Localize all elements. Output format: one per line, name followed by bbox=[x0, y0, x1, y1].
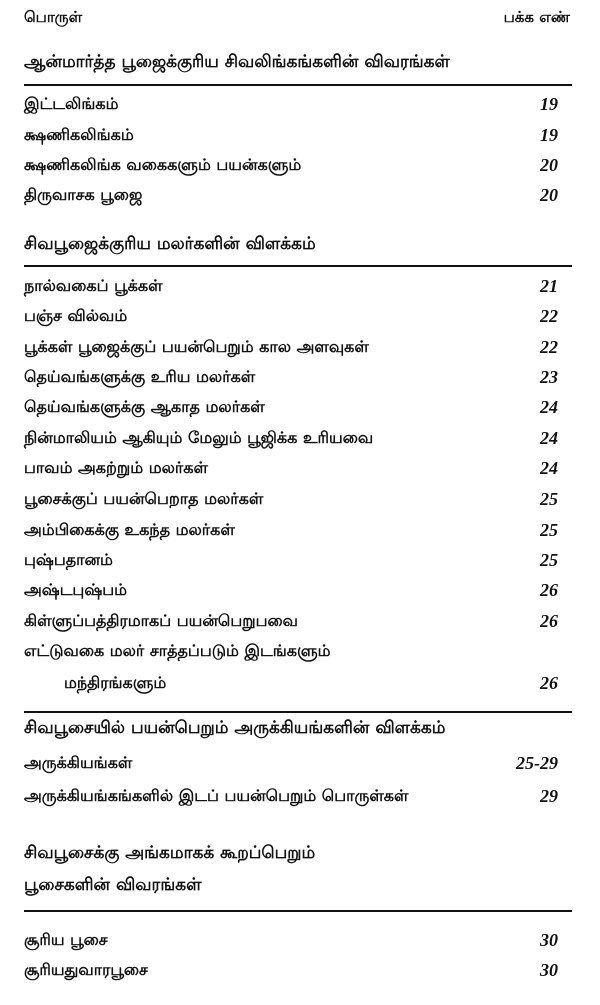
entry-title: அம்பிகைக்கு உகந்த மலர்கள் bbox=[24, 520, 235, 539]
entry-title: திருவாசக பூஜை bbox=[24, 185, 143, 204]
toc-entry bbox=[24, 673, 558, 699]
section-divider bbox=[24, 265, 572, 267]
toc-entry bbox=[24, 276, 558, 302]
entry-title: அருக்கியங்கள் bbox=[24, 753, 133, 772]
toc-entry bbox=[24, 580, 558, 606]
toc-entry bbox=[24, 753, 558, 779]
section-heading-continued: பூசைகளின் விவரங்கள் bbox=[24, 875, 202, 895]
entry-title: இட்டலிங்கம் bbox=[24, 94, 119, 113]
entry-title: தெய்வங்களுக்கு ஆகாத மலர்கள் bbox=[24, 397, 265, 416]
section-heading: ஆன்மார்த்த பூஜைக்குரிய சிவலிங்கங்களின் விவரங்கள் bbox=[24, 52, 450, 72]
entry-title: க்ஷணிகலிங்கம் bbox=[24, 125, 134, 144]
entry-page: 24 bbox=[540, 428, 558, 448]
toc-entry bbox=[24, 306, 558, 332]
entry-title: மந்திரங்களும் bbox=[64, 673, 167, 692]
toc-entry bbox=[24, 641, 558, 667]
entry-page: 26 bbox=[540, 611, 558, 631]
entry-page: 19 bbox=[540, 125, 558, 145]
entry-page: 26 bbox=[540, 580, 558, 600]
toc-entry bbox=[24, 125, 558, 151]
entry-title: நின்மாலியம் ஆகியும் மேலும் பூஜிக்க உரியவை bbox=[24, 428, 374, 447]
entry-page: 22 bbox=[540, 337, 558, 357]
entry-page: 25 bbox=[540, 489, 558, 509]
toc-entry bbox=[24, 428, 558, 454]
entry-page: 25 bbox=[540, 550, 558, 570]
entry-title: க்ஷணிகலிங்க வகைகளும் பயன்களும் bbox=[24, 155, 302, 174]
section-heading: சிவபூசையில் பயன்பெறும் அருக்கியங்களின் விளக்கம் bbox=[24, 718, 446, 738]
entry-title: புஷ்பதானம் bbox=[24, 550, 113, 569]
toc-entry bbox=[24, 367, 558, 393]
section-heading: சிவபூஜைக்குரிய மலர்களின் விளக்கம் bbox=[24, 234, 316, 254]
entry-title: அருக்கியங்கங்களில் இடப் பயன்பெறும் பொருள்கள் bbox=[24, 786, 409, 805]
section-divider bbox=[24, 910, 572, 912]
toc-entry bbox=[24, 611, 558, 637]
entry-page: 20 bbox=[540, 155, 558, 175]
toc-entry bbox=[24, 185, 558, 211]
toc-entry bbox=[24, 520, 558, 546]
entry-page: 20 bbox=[540, 185, 558, 205]
entry-title: பூக்கள் பூஜைக்குப் பயன்பெறும் கால அளவுகள் bbox=[24, 337, 369, 356]
entry-title: எட்டுவகை மலர் சாத்தப்படும் இடங்களும் bbox=[24, 641, 331, 660]
toc-entry bbox=[24, 397, 558, 423]
entry-page: 22 bbox=[540, 306, 558, 326]
entry-page: 19 bbox=[540, 94, 558, 114]
entry-page: 30 bbox=[540, 930, 558, 950]
entry-page: 26 bbox=[540, 673, 558, 693]
entry-title: அஷ்டபுஷ்பம் bbox=[24, 580, 128, 599]
toc-entry bbox=[24, 489, 558, 515]
toc-entry bbox=[24, 550, 558, 576]
entry-title: சூரிய பூசை bbox=[24, 930, 108, 949]
entry-page: 29 bbox=[540, 786, 558, 806]
toc-entry bbox=[24, 458, 558, 484]
toc-entry bbox=[24, 960, 558, 986]
entry-title: தெய்வங்களுக்கு உரிய மலர்கள் bbox=[24, 367, 256, 386]
toc-entry bbox=[24, 94, 558, 120]
subject-column-label: பொருள் bbox=[24, 8, 83, 26]
toc-entry bbox=[24, 155, 558, 181]
entry-title: கிள்ளுப்பத்திரமாகப் பயன்பெறுபவை bbox=[24, 611, 298, 630]
section-divider bbox=[24, 84, 572, 86]
entry-page: 23 bbox=[540, 367, 558, 387]
entry-page: 25 bbox=[540, 520, 558, 540]
entry-page: 25-29 bbox=[516, 753, 558, 773]
section-heading: சிவபூசைக்கு அங்கமாகக் கூறப்பெறும் bbox=[24, 843, 316, 863]
entry-title: சூரியதுவாரபூசை bbox=[24, 960, 148, 979]
entry-title: பாவம் அகற்றும் மலர்கள் bbox=[24, 458, 208, 477]
toc-entry bbox=[24, 786, 558, 812]
entry-page: 24 bbox=[540, 397, 558, 417]
entry-title: பூசைக்குப் பயன்பெறாத மலர்கள் bbox=[24, 489, 264, 508]
toc-entry bbox=[24, 930, 558, 956]
entry-page: 24 bbox=[540, 458, 558, 478]
entry-page: 30 bbox=[540, 960, 558, 980]
section-divider bbox=[24, 711, 572, 713]
entry-page: 21 bbox=[540, 276, 558, 296]
page-number-column-label: பக்க எண் bbox=[503, 8, 570, 26]
column-header bbox=[24, 8, 570, 34]
entry-title: பஞ்ச வில்வம் bbox=[24, 306, 128, 325]
toc-entry bbox=[24, 337, 558, 363]
entry-title: நால்வகைப் பூக்கள் bbox=[24, 276, 163, 295]
